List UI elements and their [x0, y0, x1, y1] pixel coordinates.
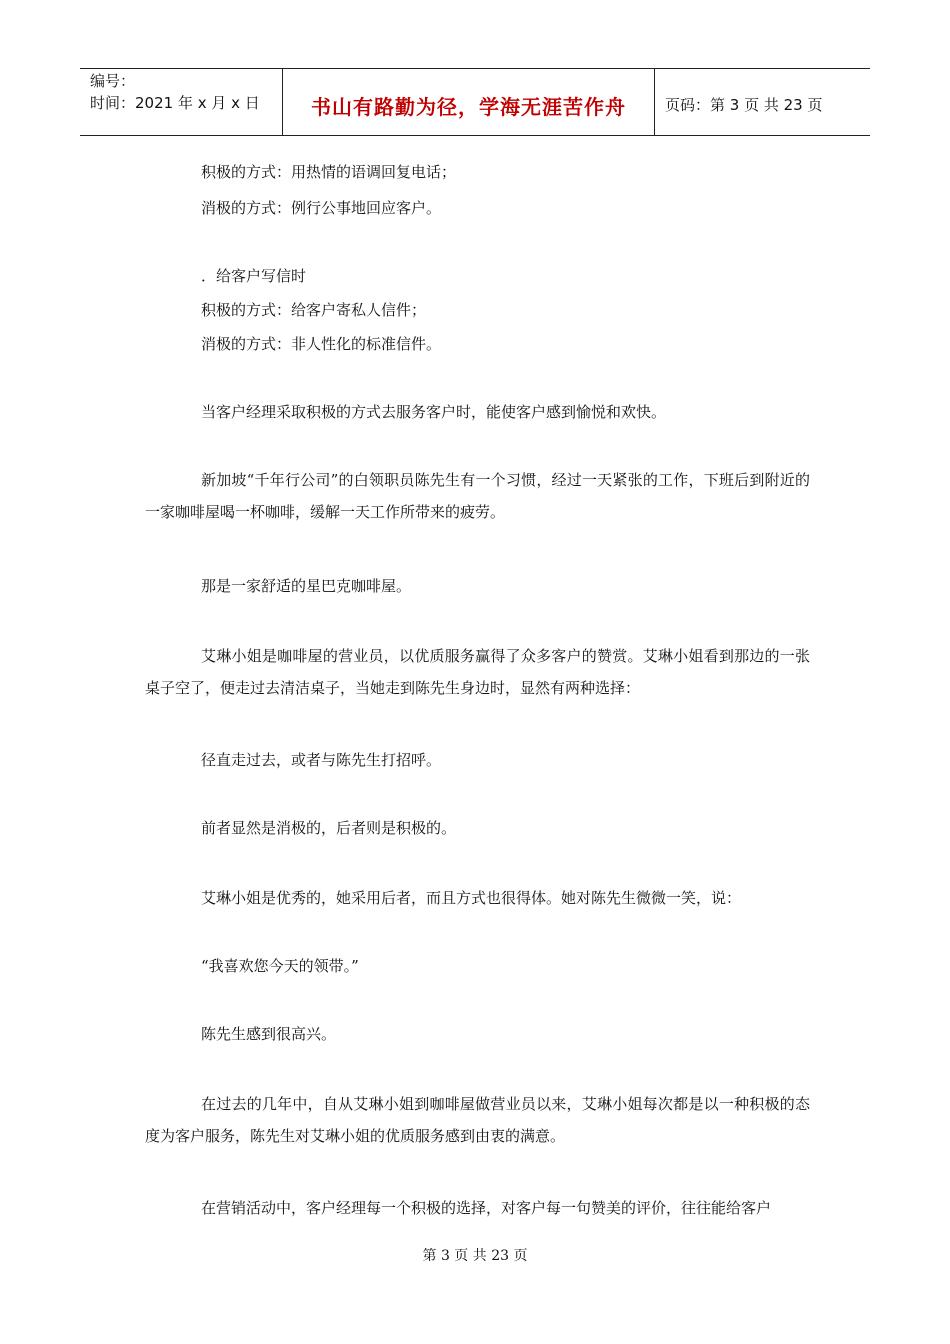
page-footer: [0, 1245, 950, 1265]
paragraph: 在过去的几年中，自从艾琳小姐到咖啡屋做营业员以来，艾琳小姐每次都是以一种积极的态度为客户服务，陈先生对艾琳小姐的优质服务感到由衷的满意。: [145, 1095, 810, 1145]
paragraph: 积极的方式：用热情的语调回复电话；: [201, 163, 457, 181]
page-info-text: 页码：第 3 页 共 23 页: [665, 95, 823, 114]
header-motto-cell: [282, 69, 655, 135]
paragraph: 当客户经理采取积极的方式去服务客户时，能使客户感到愉悦和欢快。: [201, 403, 667, 421]
paragraph: 径直走过去，或者与陈先生打招呼。: [201, 751, 442, 769]
paragraph: 艾琳小姐是咖啡屋的营业员，以优质服务赢得了众多客户的赞赏。艾琳小姐看到那边的一张桌子空了，便走过去清洁桌子，当她走到陈先生身边时，显然有两种选择：: [145, 647, 810, 697]
paragraph: 艾琳小姐是优秀的，她采用后者，而且方式也很得体。她对陈先生微微一笑，说：: [201, 889, 742, 907]
paragraph: 积极的方式：给客户寄私人信件；: [201, 301, 427, 319]
page-header: [80, 68, 870, 136]
header-motto: 书山有路勤为径，学海无涯苦作舟: [311, 94, 626, 119]
header-meta: [80, 69, 282, 135]
paragraph: 前者显然是消极的，后者则是积极的。: [201, 819, 457, 837]
paragraph: 新加坡“千年行公司”的白领职员陈先生有一个习惯，经过一天紧张的工作，下班后到附近的一家咖啡屋喝一杯咖啡，缓解一天工作所带来的疲劳。: [145, 471, 810, 521]
footer-page-number: 第 3 页 共 23 页: [422, 1248, 528, 1264]
paragraph: 在营销活动中，客户经理每一个积极的选择，对客户每一句赞美的评价，往往能给客户: [201, 1199, 772, 1217]
paragraph: 消极的方式：非人性化的标准信件。: [201, 335, 442, 353]
paragraph: ．给客户写信时: [201, 267, 307, 285]
paragraph: “我喜欢您今天的领带。”: [201, 957, 359, 975]
header-page-info: [655, 69, 870, 135]
paragraph: 那是一家舒适的星巴克咖啡屋。: [201, 577, 412, 595]
paragraph: 消极的方式：例行公事地回应客户。: [201, 199, 442, 217]
doc-number-label: 编号：: [90, 72, 136, 90]
doc-date: 时间：2021 年 x 月 x 日: [90, 94, 260, 112]
paragraph: 陈先生感到很高兴。: [201, 1025, 337, 1043]
